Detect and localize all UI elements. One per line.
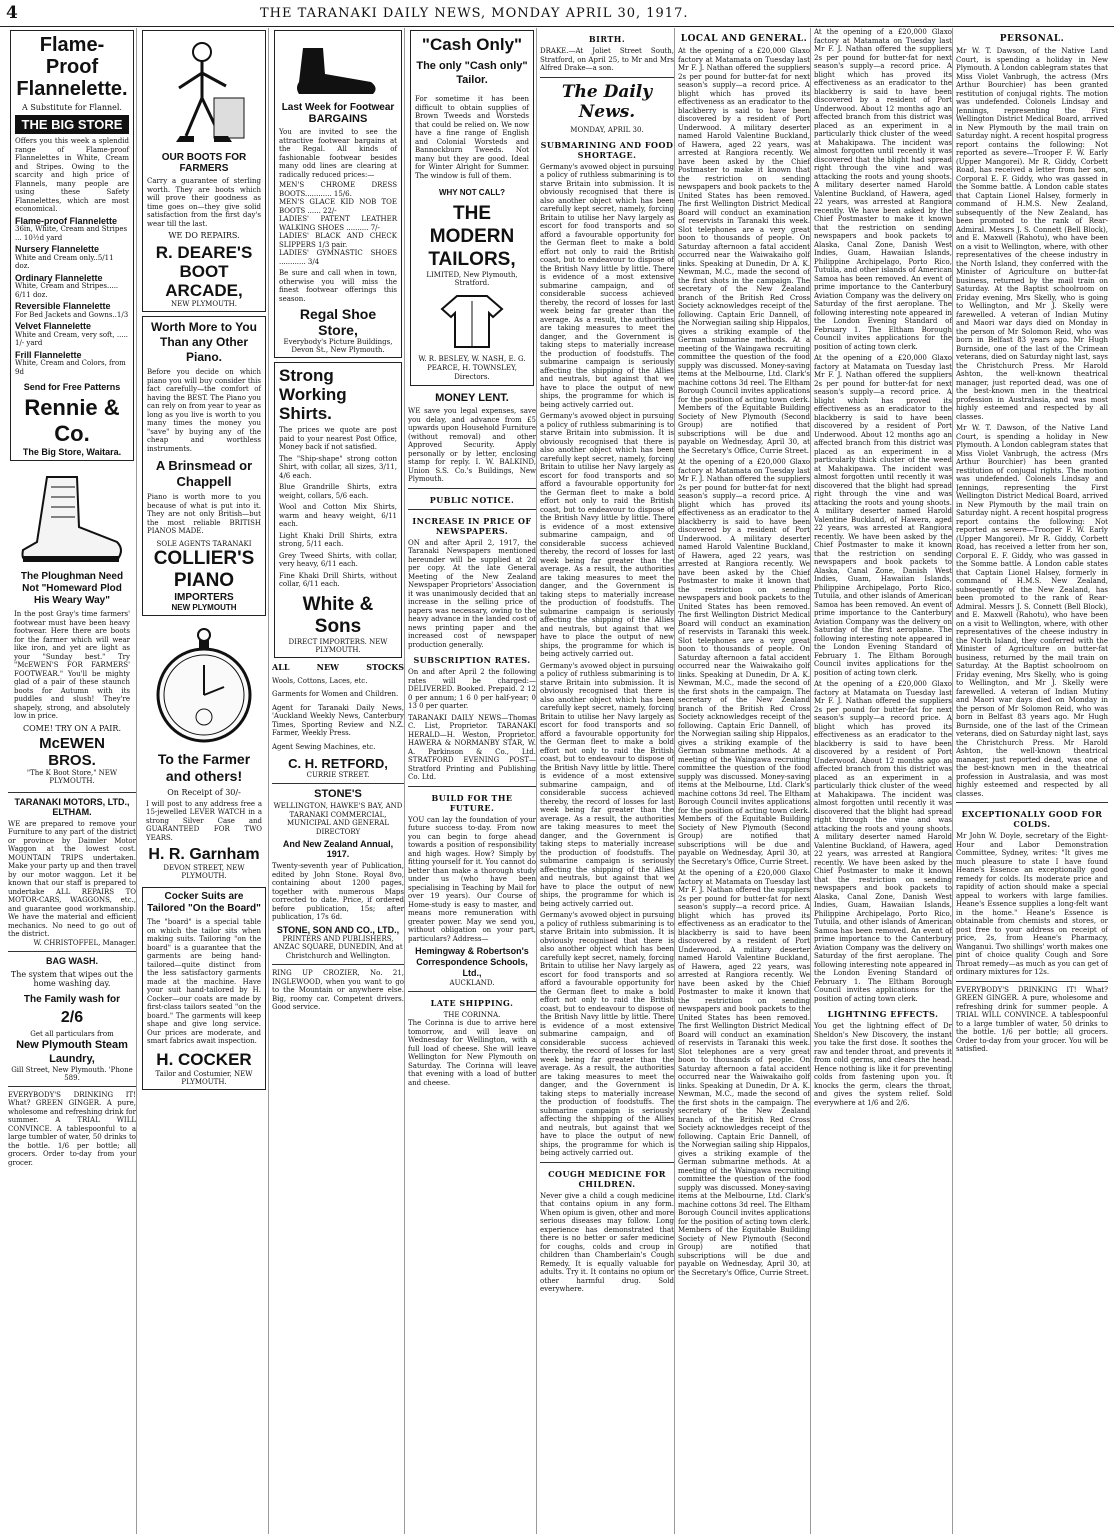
farmer-subtitle: On Receipt of 30/- [167, 787, 241, 797]
rennie-logo: Rennie & Co. [24, 395, 120, 446]
flannelette-subtitle: A Substitute for Flannel. [22, 103, 122, 112]
regal-subtitle: Everybody's Picture Buildings, Devon St., New Plymouth. [283, 338, 393, 354]
list-item: Velvet Flannelette White and Cream, very soft, ..... 1/- yard [15, 321, 129, 347]
collier-subtitle: NEW PLYMOUTH [171, 602, 237, 612]
white-sons-logo: White & Sons [302, 593, 374, 637]
footwear-title: Last Week for Footwear [281, 102, 395, 113]
masthead [0, 0, 1114, 27]
modern-tailors-sub: LIMITED, New Plymouth, Stratford. [426, 271, 518, 287]
news-body-cont: At the opening of a £20,000 Glaxo factory at Matamata on Tuesday last Mr F. J. Nathan offered the suppliers 2s per pound for butter-fat for next season's supply—a record price. A blight which has proved its effectiveness as an eradicator to the blackberry is said to have been discovered by a resident of Port Underwood. About 12 months ago an affected branch from this district was placed as an experiment in a particularly thick cluster of the weed at Mahakipawa. The incident was almost forgotten until recently it was discovered that the blight had spread right through the vine and was attacking the roots and young shoots. A military deserter named Harold Valentine Buckland, of Hawera, aged 22 years, was arrested at Rangiora recently. We have been asked by the Chief Postmaster to make it known that the restriction on sending newspapers and book packets to Alaska, Canal Zone, Danish West Indies, Guam, Hawaiian Islands, Philippine Archipelago, Porto Rico, Tutuila, and other islands of American Samoa has been removed. An event of prime importance to the Canterbury Aviation Company was the delivery on Saturday of the first aeroplane. The following interesting note appeared in the London Evening Standard of February 1. The Eltham Borough Council invites applications for the position of acting town clerk. [814, 680, 952, 1003]
cash-only-title: "Cash Only" [421, 35, 523, 54]
all-label: ALL [272, 661, 290, 672]
personal-title: PERSONAL. [999, 34, 1065, 44]
column-8 [956, 28, 1108, 1534]
mcewen-subtitle: "The K Boot Store," NEW PLYMOUTH. [26, 768, 118, 785]
bargains-label: BARGAINS [308, 113, 368, 125]
flannelette-ad [10, 30, 134, 461]
list-item: Blue Grandrille Shirts, extra weight, collars, 5/6 each. [279, 483, 397, 500]
retford-subtitle: CURRIE STREET. [306, 771, 370, 779]
list-item: Frill Flannelette White, Cream and Colors, from 9d [15, 349, 126, 376]
big-store-label: THE BIG STORE [15, 115, 129, 134]
subscription-title: SUBSCRIPTION RATES. [413, 655, 531, 665]
public-notice-title: PUBLIC NOTICE. [429, 494, 515, 505]
motors-signature: W. CHRISTOFFEL, Manager. [33, 938, 136, 947]
editorial-body-cont: Germany's avowed object in pursuing a policy of ruthless submarining is to starve Britain into submission. It is obviously recognised that there is also another object which has been carefully kept secret, namely, forcing Britain to utilise her Navy largely as escort for food transports and so afford a favourable opportunity for the German fleet to make a bold effort not only to raid the British coast, but to endeavour to dispose of the British Navy little by little. There is evidence of a most extensive submarine campaign, and of considerable success achieved thereby, the record of losses for last week being far greater than the average. As a result, the authorities are taking measures to meet the danger, and the Government is taking steps to materially increase the production of foodstuffs. The submarine campaign is seriously affecting the shipping of the Allies and neutrals, but against that we have to place the output of new ships, the programme for which is being actively carried out. [540, 412, 674, 658]
ginger-ad-2: EVERYBODY'S DRINKING IT! What? GREEN GINGER. A pure, wholesome and refreshing drink for summer people. A TRIAL WILL CONVINCE. A tablespoonful to a large tumbler of water, 50 drinks to the bottle. 1/6 per bottle; all grocers. Order to-day from your grocer. You will be satisfied. [956, 985, 1108, 1053]
stone-body: WELLINGTON, HAWKE'S BAY, AND TARANAKI COMMERCIAL, MUNICIPAL AND GENERAL DIRECTORY [273, 802, 403, 836]
cough-body: Never give a child a cough medicine that contains opium in any form. When opium is given, other and more serious diseases may follow. Long experience has demonstrated that there is no better or safer medicine for coughs, colds and croup in children than Chamberlain's Cough Remedy. It is equally valuable for adults. Try it. It contains no opium or other harmful drug. Sold everywhere. [540, 1191, 674, 1293]
column-7 [814, 28, 953, 1534]
laundry-address: Gill Street, New Plymouth. 'Phone 589. [11, 1065, 133, 1082]
personal-body-cont: Mr W. T. Dawson, of the Native Land Court, is spending a holiday in New Plymouth. A London cablegram states that Miss Violet Vanbrugh, the actress (Mrs Arthur Bourchier) has been granted restitution of conjugal rights. The motion was undefended. Colonels Lindsay and Jennings, representing the First Wellington District Medical Board, arrived in New Plymouth by the mail train on Saturday night. A recent hospital progress report contains the following: Not reported as severe—Trooper F. W. Early (Upper Mangorei). Mr R. Giddy, Corbett Road, has received a letter from her son, Corporal E. F. Giddy, who was gassed in the Somme battle. A London cable states that Captain Lionel Halsey, formerly in command of H.M.S. New Zealand, subsequently of the New Zealand, has been promoted to the rank of Rear-Admiral. Messrs J. S. Connett (Bell Block), and E. Maxwell (Rahotu), who have been on a visit to Wellington, where, with other representatives of the cheese industry in the North Island, they conferred with the Minister of Agriculture on butter-fat business, returned by the mail train on Saturday. At the Baptist schoolroom on Friday evening, Mrs Skelly, who is going to Wellington, and Mr J. Skelly were farewelled. A veteran of Indian Mutiny and Maori war days died on Monday in the person of Mr Solomon Reid, who was born in Belfast 83 years ago. Mr Hugh Burnside, one of the last of the Crimean veterans, died on Saturday night last, says the Christchurch Press. Mr Harold Ashton, the well-known theatrical manager, just reported dead, was one of the best-known men in the theatrical profession in Australasia, and was most highly esteemed and respected by all classes. [956, 424, 1108, 798]
news-body-cont: At the opening of a £20,000 Glaxo factory at Matamata on Tuesday last Mr F. J. Nathan offered the suppliers 2s per pound for butter-fat for next season's supply—a record price. A blight which has proved its effectiveness as an eradicator to the blackberry is said to have been discovered by a resident of Port Underwood. About 12 months ago an affected branch from this district was placed as an experiment in a particularly thick cluster of the weed at Mahakipawa. The incident was almost forgotten until recently it was discovered that the blight had spread right through the vine and was attacking the roots and young shoots. A military deserter named Harold Valentine Buckland, of Hawera, aged 22 years, was arrested at Rangiora recently. We have been asked by the Chief Postmaster to make it known that the restriction on sending newspapers and book packets to Alaska, Canal Zone, Danish West Indies, Guam, Hawaiian Islands, Philippine Archipelago, Porto Rico, Tutuila, and other islands of American Samoa has been removed. An event of prime importance to the Canterbury Aviation Company was the delivery on Saturday of the first aeroplane. The following interesting note appeared in the London Evening Standard of February 1. The Eltham Borough Council invites applications for the position of acting town clerk. [814, 354, 952, 677]
cocker-logo: H. COCKER [156, 1049, 252, 1069]
stocks-label: STOCKS [366, 661, 404, 672]
colds-body: Mr John W. Doyle, secretary of the Eight-Hour and Labor Demonstration Committee, Sydney, writes: "It gives me much pleasure to state I have found Heane's Essence an exceptionally good remedy for colds. Its moderate price and rapidity of action should make a special appeal to workers with large families. Heane's Essence supplies a long-felt want in the home." Heane's Essence is obtainable from chemists and stores, or post free to your address on receipt of price, 2s, from Heane's Pharmacy, Wanganui. Two shillings' worth makes one pint of choice quality Cough and Sore Throat remedy—as much as you can get of ordinary mixtures for 12s. [956, 832, 1108, 976]
cough-title: COUGH MEDICINE FOR CHILDREN. [548, 1168, 666, 1189]
papers-list: TARANAKI DAILY NEWS—Thomas C. List, Proprietor. TARANAKI HERALD—H. Weston, Proprietor. HAWERA & NORMANBY STAR, W. A. Parkinson & Co., Ltd. STRATFORD EVENING POST—Stratford Printing and Publishing Co. Ltd. [408, 713, 536, 781]
list-item: Flame-proof Flannelette 36in, White, Cream and Stripes ... 10½d yard [15, 215, 128, 242]
local-general-body-cont: At the opening of a £20,000 Glaxo factory at Matamata on Tuesday last Mr F. J. Nathan offered the suppliers 2s per pound for butter-fat for next season's supply—a record price. A blight which has proved its effectiveness as an eradicator to the blackberry is said to have been discovered by a resident of Port Underwood. A military deserter named Harold Valentine Buckland, of Hawera, aged 22 years, was arrested at Rangiora recently. We have been asked by the Chief Postmaster to make it known that the restriction on sending newspapers and book packets to the United States has been removed. The first Wellington District Medical Board will conduct an examination of reservists in Taranaki this week. Slot telephones are a very great boon to thousands of people. On Saturday afternoon a fatal accident occurred near the Waiwakaiho golf links. Speaking at Dunedin, Dr A. K. Newman, M.C., made the second of the first shots in the campaign. The secretary of the New Zealand branch of the British Red Cross Society acknowledges receipt of the following. Captain Eric Dannell, of the Norwegian sailing ship Hippalos, gives a striking example of the German submarine methods. At a meeting of the Waingawa recruiting committee the question of the food supply was discussed. Money-saving items at the Melbourne, Ltd. Clark's machine cottons 3d reel. The Eltham Borough Council invites applications for the position of acting town clerk. Members of the Equitable Building Society of New Plymouth (Second Group) are notified that subscriptions will be due and payable on Wednesday, April 30, at the Secretary's Office, Currie Street. [678, 869, 810, 1277]
list-item: LADIES' BLACK AND CHECK SLIPPERS 1/3 pair. [279, 232, 397, 249]
pocket-watch-icon [154, 627, 254, 747]
mcewen-logo: McEWEN BROS. [39, 734, 105, 769]
column-2 [140, 28, 269, 1534]
column-4 [408, 28, 537, 1534]
farmer-body: I will post to any address free a 15-jewelled LEVER WATCH in a strong Silver Case and GUARANTEED FOR TWO YEARS. [146, 799, 262, 842]
list-item: MEN'S CHROME DRESS BOOTS............ 15/6. [279, 181, 397, 198]
directors: W. R. BESLEY, W. NASH, E. G. PEARCE, H. TOWNSLEY, Directors. [418, 355, 526, 381]
footwear-note: Be sure and call when in town, otherwise you will miss the finest footwear offerings this season. [279, 269, 397, 303]
laundry-ad [8, 956, 136, 1082]
daily-news-title: The Daily News. [561, 81, 653, 122]
regal-ad [274, 30, 402, 358]
editorial-title: SUBMARINING AND FOOD SHORTAGE. [540, 139, 674, 160]
watch-ad [142, 620, 266, 884]
white-sons-subtitle: DIRECT IMPORTERS. NEW PLYMOUTH. [288, 637, 388, 654]
farmer-title: To the Farmer and others! [157, 750, 251, 784]
column-5 [540, 28, 675, 1534]
cash-only-subtitle: The only "Cash only" Tailor. [416, 60, 528, 86]
news-body: At the opening of a £20,000 Glaxo factory at Matamata on Tuesday last Mr F. J. Nathan offered the suppliers 2s per pound for butter-fat for next season's supply—a record price. A blight which has proved its effectiveness as an eradicator to the blackberry is said to have been discovered by a resident of Port Underwood. About 12 months ago an affected branch from this district was placed as an experiment in a particularly thick cluster of the weed at Mahakipawa. The incident was almost forgotten until recently it was discovered that the blight had spread right through the vine and was attacking the roots and young shoots. A military deserter named Harold Valentine Buckland, of Hawera, aged 22 years, was arrested at Rangiora recently. We have been asked by the Chief Postmaster to make it known that the restriction on sending newspapers and book packets to Alaska, Canal Zone, Danish West Indies, Guam, Hawaiian Islands, Philippine Archipelago, Porto Rico, Tutuila, and other islands of American Samoa has been removed. An event of prime importance to the Canterbury Aviation Company was the delivery on Saturday of the first aeroplane. The following interesting note appeared in the London Evening Standard of February 1. The Eltham Borough Council invites applications for the position of acting town clerk. [814, 28, 952, 351]
stone-company-sub: PRINTERS AND PUBLISHERS, ANZAC SQUARE, DUNEDIN, And at Christchurch and Wellington. [273, 934, 403, 960]
flannelette-intro: Offers you this week a splendid range of Flame-proof Flannelettes in White, Cream and Stripes. Owing to the scarcity and high price of Flannels, many people are using these Safety Flannelettes, which are most economical. [15, 137, 129, 213]
stocks-line: Wools, Cottons, Laces, etc. [272, 676, 368, 685]
stone-company: STONE, SON AND CO., LTD., [276, 924, 400, 935]
subscription-body: On and after April 2 the following rates will be charged:— DELIVERED. Booked. Prepaid. 2 12 0 per annum; 1 6 0 per half-year; 0 13 0 per quarter. [408, 668, 536, 710]
regal-logo: Regal Shoe Store, [299, 306, 377, 338]
cocker-title: Cocker Suits are Tailored "On the Board" [147, 891, 261, 914]
deare-logo: R. DEARE'S BOOT ARCADE, [155, 243, 253, 300]
stone-text: Twenty-seventh year of Publication, edited by John Stone. Royal 8vo, containing about 1200 pages, together with numerous Maps corrected to date. Price, if ordered before publication, 15s; after publication, 17s 6d. [272, 862, 404, 921]
colds-title: EXCEPTIONALLY GOOD FOR COLDS. [961, 809, 1103, 829]
increase-body: ON and after April 2, 1917, the Taranaki Newspapers mentioned hereunder will be supplied at 2d per copy. At the late General Meeting of the New Zealand Newspaper Proprietors' Association it was unanimously decided that an increase in the selling price of papers was necessary, owing to the heavy advance in the landed cost of news printing paper and the increased cost of newspaper production generally. [408, 538, 536, 649]
white-sons-ad [274, 362, 402, 658]
boot-icon [17, 472, 127, 567]
bag-wash-body: The system that wipes out the home washing day. [10, 969, 134, 988]
new-label: NEW [316, 661, 340, 672]
build-future-body: YOU can lay the foundation of your future success to-day. From now you can begin to forge ahead towards a position of responsibility and high wages. How? Simply by fitting yourself for it. You cannot do better than make a thorough study under us (who have been specialising in Teaching by Mail for over 19 years). Our Course of Home-study is easy to master, and means more remuneration with greater power. May we send you, without obligation on your part, particulars? Address— [408, 815, 536, 943]
list-item: LADIES' PATENT LEATHER WALKING SHOES .......... 7/- [279, 215, 397, 232]
piano-body: Before you decide on which piano you will buy consider this fact carefully—the comfort of having the BEST. The Piano you can rely on from year to year as long as you live is worth to you many times the money you "save" by buying any of the cheap and worthless instruments. [147, 368, 261, 453]
cocker-ad [142, 887, 266, 1090]
list-item: Reversible Flannelette For Bed Jackets and Gowns..1/3 [15, 301, 129, 319]
build-future-title: BUILD FOR THE FUTURE. [431, 792, 513, 813]
newspaper-title: THE TARANAKI DAILY NEWS, MONDAY APRIL 30, 1917. [260, 6, 689, 21]
editorial-body: Germany's avowed object in pursuing a policy of ruthless submarining is to starve Britain into submission. It is obviously recognised that there is also another object which has been carefully kept secret, namely, forcing Britain to utilise her Navy largely as escort for food transports and so afford a favourable opportunity for the German fleet to make a bold effort not only to raid the British coast, but to endeavour to dispose of the British Navy little by little. There is evidence of a most extensive submarine campaign, and of considerable success achieved thereby, the record of losses for last week being far greater than the average. As a result, the authorities are taking measures to meet the danger, and the Government is taking steps to materially increase the production of foodstuffs. The submarine campaign is seriously affecting the shipping of the Allies and neutrals, but against that we have to place the output of new ships, the programme for which is being actively carried out. [540, 162, 674, 409]
list-item: Wool and Cotton Mix Shirts, warm and heavy weight, 6/11 each. [279, 503, 397, 528]
list-item: Fine Khaki Drill Shirts, without collar, 6/11 each. [279, 571, 397, 588]
lightning-title: LIGHTNING EFFECTS. [827, 1009, 939, 1019]
motors-body: WE are prepared to remove your Furniture to any part of the district or province by Daimler Motor Waggon at the lowest cost. MOUNTAIN TRIPS undertaken. Make your party up and then travel by our motor waggon. Let it be known that our staff is prepared to undertake ALL REPAIRS TO MOTOR-CARS, WAGGONS, etc., and guarantee good workmanship. We have the material and efficient mechanics. No need to go out of the district. [8, 819, 136, 938]
motors-title: TARANAKI MOTORS, LTD., ELTHAM. [14, 796, 130, 817]
garnham-logo: H. R. Garnham [148, 846, 260, 863]
flannelette-title: Flame-Proof Flannelette. [16, 34, 128, 100]
motors-ad [8, 797, 136, 947]
shirts-intro: The prices we quote are post paid to your nearest Post Office, Money back if not satisfied. [279, 426, 397, 451]
column-1 [8, 28, 137, 1534]
why-not-call: WHY NOT CALL? [438, 188, 506, 197]
shirts-icon [437, 291, 507, 351]
garnham-subtitle: DEVON STREET, NEW PLYMOUTH. [163, 864, 245, 880]
piano-ad [142, 316, 266, 616]
shoe-icon [293, 38, 383, 98]
column-3 [272, 28, 405, 1534]
repairs-note: WE DO REPAIRS. [168, 231, 240, 240]
try-pair: COME! TRY ON A PAIR. [23, 723, 121, 733]
collier-importers: IMPORTERS [174, 591, 234, 603]
stocks-line: Agent for Taranaki Daily News, 'Auckland Weekly News, Canterbury Times, Sporting Review and N.Z. Farmer, Weekly Press. [272, 703, 404, 737]
crozier-ad: RING UP CROZIER, No. 21, INGLEWOOD, when you want to go to the Mountain or anywhere else. Big, roomy car. Competent drivers. Good service. [272, 969, 404, 1011]
cocker-subtitle: Tailor and Costumier, NEW PLYMOUTH. [155, 1069, 253, 1086]
boots-body: Carry a guarantee of sterling worth. They are boots which will prove their goodness as time goes on—they give solid satisfaction from the first day's wear till the last. [147, 177, 261, 228]
late-shipping-title: LATE SHIPPING. [430, 998, 514, 1008]
cocker-body: The "board" is a special table on which the tailor sits when making suits. Tailoring "on the board" is a guarantee that the garments are being hand-tailored—quite distinct from the less satisfactory garments made at the machine. Have your suit hand-tailored by H. Cocker—our coats are made by first-class tailors seated "on the board." The garments will keep shape and give long service. Our prices are moderate, and smart fabrics await inspection. [147, 918, 261, 1045]
corinna-body: The Corinna is due to arrive here tomorrow, and will leave on Wednesday for Wellington, with a full load of cheese. She will leave Wellington for New Plymouth on Saturday. The Corinna will leave that evening with a load of butter and cheese. [408, 1019, 536, 1087]
list-item: Ordinary Flannelette White, Cream and Stripes..... 6/11 doz. [15, 272, 119, 299]
mcewen-ad [10, 465, 134, 788]
stocks-line: Garments for Women and Children. [272, 690, 399, 698]
collier-logo: COLLIER'S PIANO [153, 547, 255, 591]
deare-ad [142, 30, 266, 312]
hemingway-sub: AUCKLAND. [449, 979, 495, 987]
birth-notice: DRAKE.—At Joliet Street South, Stratford, on April 25, to Mr and Mrs Alfred Drake—a son. [540, 47, 674, 72]
retford-ad [272, 662, 404, 780]
stone-ad [272, 788, 404, 960]
particulars-note: Get all particulars from [30, 1029, 114, 1038]
list-item: MEN'S GLACE KID NOB TOE BOOTS ...... 22/- [279, 198, 397, 215]
rennie-subtitle: The Big Store, Waitara. [22, 447, 122, 457]
brinsmead-body: Piano is worth more to you because of what is put into it. They are not only British—but the most reliable BRITISH PIANOS MADE. [147, 493, 261, 535]
ploughman-body: In the post Gray's time farmers' footwear must have been heavy footwear. Here there are boots for the farmer which will wear like iron, and yet are light as your "Sunday best." Try "McEWEN'S FOR FARMERS' FOOTWEAR." You'll be mighty glad of a pair of these staunch boots for Autumn with its puddles and slush! They're shapely, strong, and absolutely low in price. [14, 610, 130, 720]
patterns-note: Send for Free Patterns [23, 382, 121, 392]
family-wash: The Family wash for [23, 993, 121, 1005]
editorial-body-cont: Germany's avowed object in pursuing a policy of ruthless submarining is to starve Britain into submission. It is obviously recognised that there is also another object which has been carefully kept secret, namely, forcing Britain to utilise her Navy largely as escort for food transports and so afford a favourable opportunity for the German fleet to make a bold effort not only to raid the British coast, but to endeavour to dispose of the British Navy little by little. There is evidence of a most extensive submarine campaign, and of considerable success achieved thereby, the record of losses for last week being far greater than the average. As a result, the authorities are taking measures to meet the danger, and the Government is taking steps to materially increase the production of foodstuffs. The submarine campaign is seriously affecting the shipping of the Allies and neutrals, but against that we have to place the output of new ships, the programme for which is being actively carried out. [540, 661, 674, 908]
list-item: The "Ship-shape" strong cotton Shirt, with collar, all sizes, 3/11, 4/6 each. [279, 454, 397, 480]
retford-logo: C. H. RETFORD, [288, 756, 388, 771]
local-general-title: LOCAL AND GENERAL. [680, 34, 808, 44]
boots-title: OUR BOOTS FOR FARMERS [161, 152, 247, 174]
editorial-date: MONDAY, APRIL 30. [570, 125, 644, 134]
boot-maker-illustration [154, 38, 254, 148]
cash-only-body: For sometime it has been difficult to obtain supplies of Brown Tweeds and Worsteds that could be relied on. We now have a fine range of English and Colonial Worsteds and Bannockburn Tweeds. Not many but they are good. Ideal for Winter Alright for Summer. The window is full of them. [415, 95, 529, 180]
shirts-title: Strong Working Shirts. [279, 366, 347, 423]
ginger-ad: EVERYBODY'S DRINKING IT! What? GREEN GINGER. A pure, wholesome and refreshing drink for summer. A TRIAL WILL CONVINCE. A tablespoonful to a large tumbler of water, 50 drinks to the bottle. 1/6 per bottle; all grocers. Order to-day from your grocer. [8, 1090, 136, 1167]
list-item: Light Khaki Drill Shirts, extra strong, 5/11 each. [279, 531, 397, 548]
stocks-line: Agent Sewing Machines, etc. [272, 742, 376, 751]
piano-title: Worth More to You Than any Other Piano. [151, 320, 257, 364]
laundry-name: New Plymouth Steam Laundry, [16, 1038, 128, 1065]
bag-wash-price: 2/6 [60, 1008, 84, 1026]
page-number: 4 [6, 3, 19, 23]
corinna-title: THE CORINNA. [443, 1011, 501, 1019]
list-item: LADIES' GYMNASTIC SHOES ............ 3/4 [279, 249, 397, 266]
local-general-body-cont: At the opening of a £20,000 Glaxo factory at Matamata on Tuesday last Mr F. J. Nathan offered the suppliers 2s per pound for butter-fat for next season's supply—a record price. A blight which has proved its effectiveness as an eradicator to the blackberry is said to have been discovered by a resident of Port Underwood. A military deserter named Harold Valentine Buckland, of Hawera, aged 22 years, was arrested at Rangiora recently. We have been asked by the Chief Postmaster to make it known that the restriction on sending newspapers and book packets to the United States has been removed. The first Wellington District Medical Board will conduct an examination of reservists in Taranaki this week. Slot telephones are a very great boon to thousands of people. On Saturday afternoon a fatal accident occurred near the Waiwakaiho golf links. Speaking at Dunedin, Dr A. K. Newman, M.C., made the second of the first shots in the campaign. The secretary of the New Zealand branch of the British Red Cross Society acknowledges receipt of the following. Captain Eric Dannell, of the Norwegian sailing ship Hippalos, gives a striking example of the German submarine methods. At a meeting of the Waingawa recruiting committee the question of the food supply was discussed. Money-saving items at the Melbourne, Ltd. Clark's machine cottons 3d reel. The Eltham Borough Council invites applications for the position of acting town clerk. Members of the Equitable Building Society of New Plymouth (Second Group) are notified that subscriptions will be due and payable on Wednesday, April 30, at the Secretary's Office, Currie Street. [678, 458, 810, 866]
stone-annual: And New Zealand Annual, 1917. [282, 839, 394, 859]
personal-body: Mr W. T. Dawson, of the Native Land Court, is spending a holiday in New Plymouth. A London cablegram states that Miss Violet Vanbrugh, the actress (Mrs Arthur Bourchier) has been granted restitution of conjugal rights. The motion was undefended. Colonels Lindsay and Jennings, representing the First Wellington District Medical Board, arrived in New Plymouth by the mail train on Saturday night. A recent hospital progress report contains the following: Not reported as severe—Trooper F. W. Early (Upper Mangorei). Mr R. Giddy, Corbett Road, has received a letter from her son, Corporal E. F. Giddy, who was gassed in the Somme battle. A London cable states that Captain Lionel Halsey, formerly in command of H.M.S. New Zealand, subsequently of the New Zealand, has been promoted to the rank of Rear-Admiral. Messrs J. S. Connett (Bell Block), and E. Maxwell (Rahotu), who have been on a visit to Wellington, where, with other representatives of the cheese industry in the North Island, they conferred with the Minister of Agriculture on butter-fat business, returned by the mail train on Saturday. At the Baptist schoolroom on Friday evening, Mrs Skelly, who is going to Wellington, and Mr J. Skelly were farewelled. A veteran of Indian Mutiny and Maori war days died on Monday in the person of Mr Solomon Reid, who was born in Belfast 83 years ago. Mr Hugh Burnside, one of the last of the Crimean veterans, died on Saturday night last, says the Christchurch Press. Mr Harold Ashton, the well-known theatrical manager, just reported dead, was one of the best-known men in the theatrical profession in Australasia, and was most highly esteemed and respected by all classes. [956, 47, 1108, 421]
increase-title: INCREASE IN PRICE OF NEWSPAPERS. [412, 515, 532, 536]
sole-agents: SOLE AGENTS TARANAKI [156, 539, 252, 548]
brinsmead-title: A Brinsmead or Chappell [155, 458, 253, 489]
footwear-intro: You are invited to see the attractive footwear bargains at the Regal. All kinds of fashionable footwear besides many odd lines are clearing at radically reduced prices:— [279, 128, 397, 179]
local-general-body: At the opening of a £20,000 Glaxo factory at Matamata on Tuesday last Mr F. J. Nathan offered the suppliers 2s per pound for butter-fat for next season's supply—a record price. A blight which has proved its effectiveness as an eradicator to the blackberry is said to have been discovered by a resident of Port Underwood. A military deserter named Harold Valentine Buckland, of Hawera, aged 22 years, was arrested at Rangiora recently. We have been asked by the Chief Postmaster to make it known that the restriction on sending newspapers and book packets to the United States has been removed. The first Wellington District Medical Board will conduct an examination of reservists in Taranaki this week. Slot telephones are a very great boon to thousands of people. On Saturday afternoon a fatal accident occurred near the Waiwakaiho golf links. Speaking at Dunedin, Dr A. K. Newman, M.C., made the second of the first shots in the campaign. The secretary of the New Zealand branch of the British Red Cross Society acknowledges receipt of the following. Captain Eric Dannell, of the Norwegian sailing ship Hippalos, gives a striking example of the German submarine methods. At a meeting of the Waingawa recruiting committee the question of the food supply was discussed. Money-saving items at the Melbourne, Ltd. Clark's machine cottons 3d reel. The Eltham Borough Council invites applications for the position of acting town clerk. Members of the Equitable Building Society of New Plymouth (Second Group) are notified that subscriptions will be due and payable on Wednesday, April 30, at the Secretary's Office, Currie Street. [678, 47, 810, 455]
ploughman-title: The Ploughman Need Not "Homeward Plod His Weary Way" [20, 571, 124, 606]
hemingway-name: Hemingway & Robertson's Correspondence Schools, Ltd., [415, 946, 529, 978]
stone-title: STONE'S [314, 788, 362, 800]
lightning-body: You get the lightning effect of Dr Sheldon's New Discovery, the instant you take the first dose. It soothes the raw and tender throat, and prevents it from cold germs, and clears the head. Hence nothing is like it for preventing colds from fastening upon you. It knocks the germ, clears the throat, and gives the system relief. Sold everywhere at 1/6 and 2/6. [814, 1022, 952, 1107]
list-item: Nursery Flannelette White and Cream only..5/11 doz. [15, 244, 114, 270]
bag-wash-title: BAG WASH. [45, 955, 98, 966]
modern-tailors-ad [410, 30, 534, 386]
money-lent-body: WE save you legal expenses, save you delay, and advance from £5 upwards upon Household Furniture (without removal) and other Approved Security. Apply personally or by letter, enclosing stamp for reply. I. W. BALKIND, Union S.S. Co.'s Buildings, New Plymouth. [408, 407, 536, 483]
money-lent-title: MONEY LENT. [435, 392, 509, 404]
modern-tailors-logo: THE MODERN TAILORS, [428, 203, 516, 270]
editorial-body-cont: Germany's avowed object in pursuing a policy of ruthless submarining is to starve Britain into submission. It is obviously recognised that there is also another object which has been carefully kept secret, namely, forcing Britain to utilise her Navy largely as escort for food transports and so afford a favourable opportunity for the German fleet to make a bold effort not only to raid the British coast, but to endeavour to dispose of the British Navy little by little. There is evidence of a most extensive submarine campaign, and of considerable success achieved thereby, the record of losses for last week being far greater than the average. As a result, the authorities are taking measures to meet the danger, and the Government is taking steps to materially increase the production of foodstuffs. The submarine campaign is seriously affecting the shipping of the Allies and neutrals, but against that we have to place the output of new ships, the programme for which is being actively carried out. [540, 911, 674, 1157]
list-item: Grey Tweed Shirts, with collar, very heavy, 6/11 each. [279, 551, 397, 568]
column-6 [678, 28, 811, 1534]
births-title: BIRTH. [588, 34, 626, 44]
deare-subtitle: NEW PLYMOUTH. [171, 300, 237, 308]
